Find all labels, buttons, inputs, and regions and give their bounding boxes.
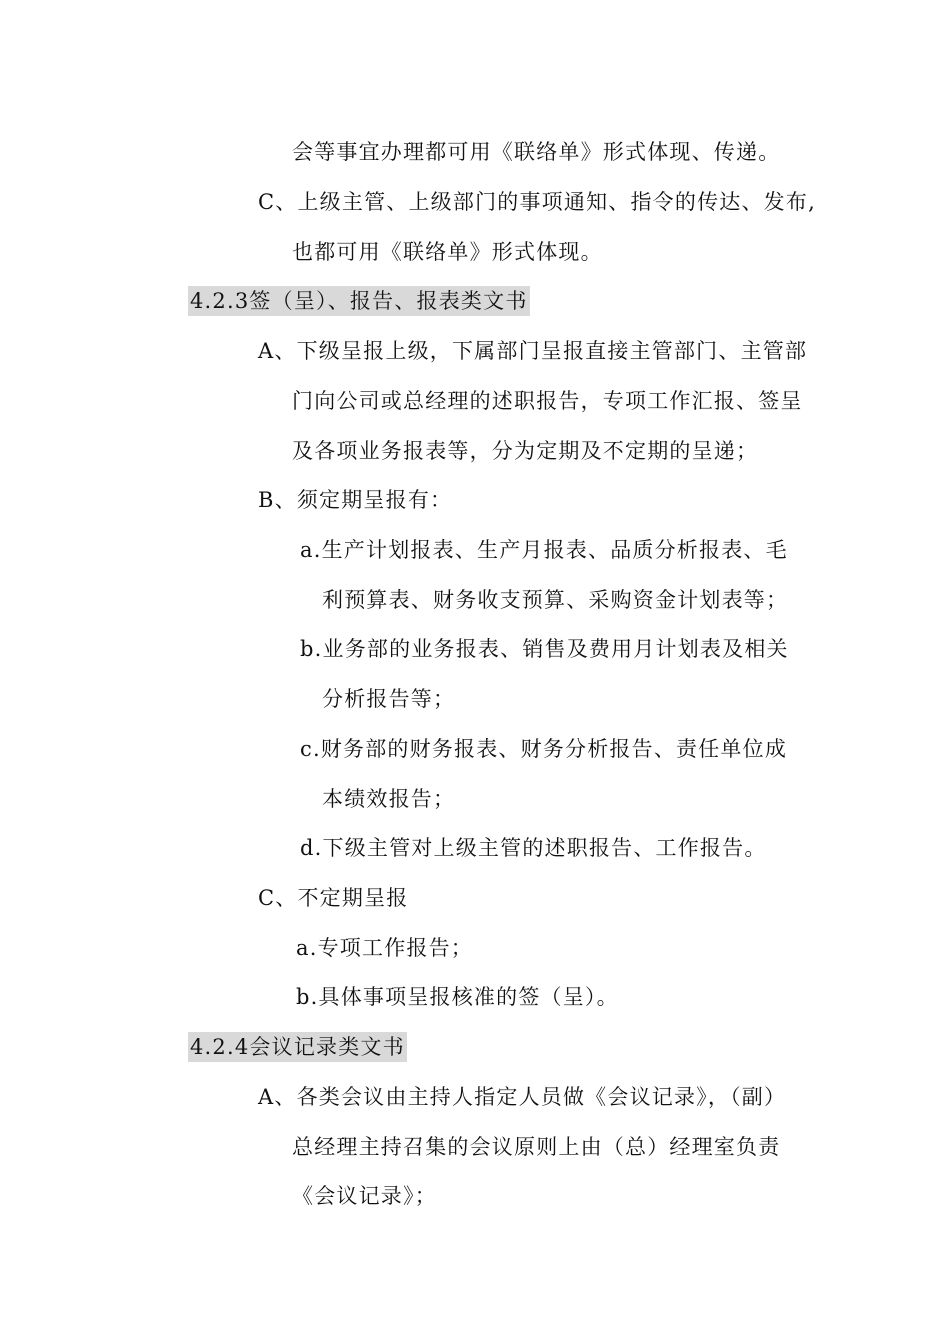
text-line: A、下级呈报上级，下属部门呈报直接主管部门、主管部 <box>258 339 808 363</box>
text-line: a.专项工作报告； <box>296 936 473 960</box>
text-line: 《会议记录》； <box>292 1184 437 1208</box>
text-line: 利预算表、财务收支预算、采购资金计划表等； <box>322 588 789 612</box>
text-line: a.生产计划报表、生产月报表、品质分析报表、毛 <box>300 538 788 562</box>
text-line: d.下级主管对上级主管的述职报告、工作报告。 <box>300 836 767 860</box>
text-line: C、上级主管、上级部门的事项通知、指令的传达、发布, <box>258 190 816 214</box>
text-line: 本绩效报告； <box>322 787 456 811</box>
text-line: 及各项业务报表等，分为定期及不定期的呈递； <box>292 439 759 463</box>
text-line: 也都可用《联络单》形式体现。 <box>292 240 603 264</box>
text-line: A、各类会议由主持人指定人员做《会议记录》，（副） <box>258 1085 787 1109</box>
text-line: b.具体事项呈报核准的签（呈）。 <box>296 985 619 1009</box>
text-line: c.财务部的财务报表、财务分析报告、责任单位成 <box>300 737 788 761</box>
text-line: B、须定期呈报有： <box>258 488 453 512</box>
text-line: 分析报告等； <box>322 687 456 711</box>
text-line: C、不定期呈报 <box>258 886 409 910</box>
section-heading-4-2-3: 4.2.3签（呈）、报告、报表类文书 <box>188 286 530 316</box>
text-line: b.业务部的业务报表、销售及费用月计划表及相关 <box>300 637 789 661</box>
text-line: 会等事宜办理都可用《联络单》形式体现、传递。 <box>292 140 781 164</box>
section-heading-4-2-4: 4.2.4会议记录类文书 <box>188 1032 407 1062</box>
text-line: 总经理主持召集的会议原则上由（总）经理室负责 <box>292 1135 781 1159</box>
text-line: 门向公司或总经理的述职报告，专项工作汇报、签呈 <box>292 389 803 413</box>
